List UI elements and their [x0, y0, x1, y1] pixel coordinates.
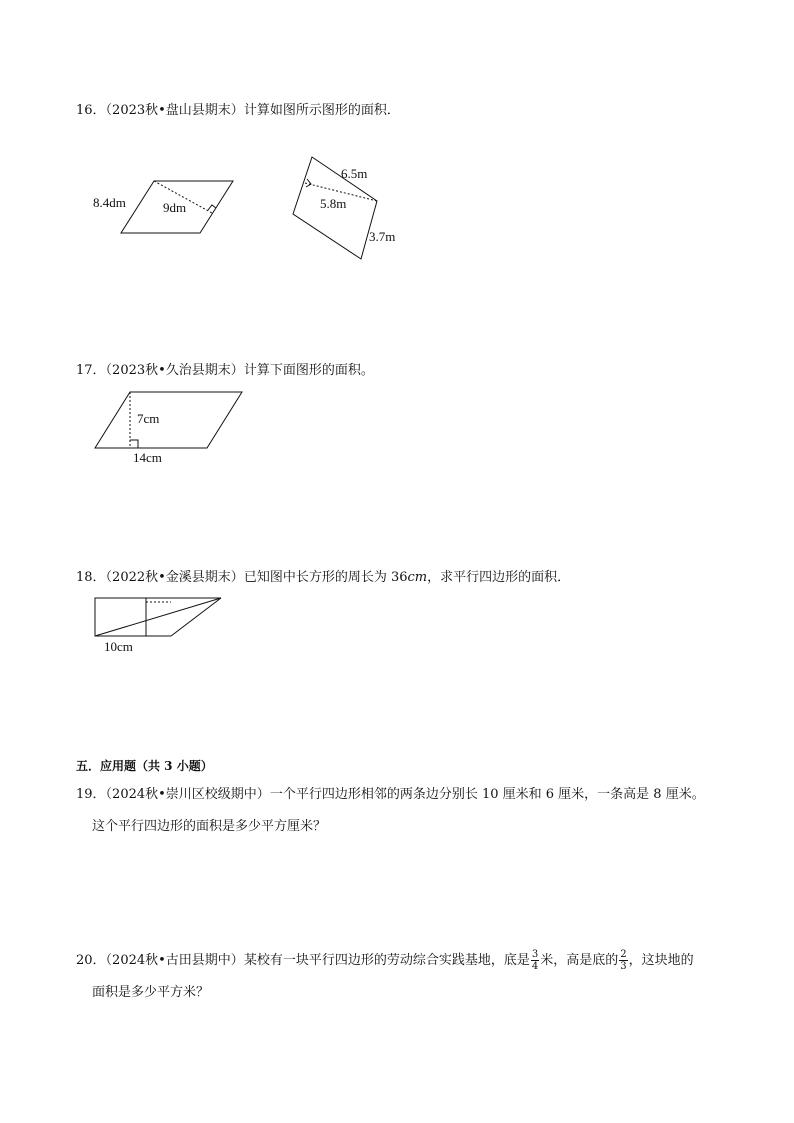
question-number: 19．: [76, 787, 106, 802]
question-source: （2022秋•金溪县期末）: [105, 570, 244, 585]
question-unit: cm: [407, 570, 428, 585]
question-18: [76, 568, 570, 588]
question-number: 16．: [76, 103, 106, 118]
q17-right-angle-mark: [130, 440, 138, 448]
question-text-b: 米，高是底的: [540, 953, 619, 968]
question-number: 20．: [76, 953, 106, 968]
q17-base-label: 14cm: [133, 450, 162, 465]
question-text: 某校有一块平行四边形的劳动综合实践基地，底是: [243, 953, 530, 968]
q16-fig1-height-label: 9dm: [163, 200, 187, 215]
q17-parallelogram: [95, 392, 242, 448]
q16-fig2-height-label: 5.8m: [320, 196, 347, 211]
question-source: （2024秋•崇川区校级期中）: [105, 787, 270, 802]
question-text: 计算如图所示图形的面积．: [243, 103, 400, 118]
section-title: 五．应用题（共 3 小题）: [76, 759, 213, 773]
question-number: 17．: [76, 363, 106, 378]
q18-figure: [88, 592, 228, 658]
q17-height-label: 7cm: [137, 411, 160, 426]
question-source: （2024秋•古田县期中）: [105, 953, 244, 968]
q18-base-label: 10cm: [104, 639, 133, 654]
question-19: [76, 785, 705, 805]
q18-parallelogram-right-side: [171, 598, 221, 636]
question-number: 18．: [76, 570, 106, 585]
question-text-end: ，求平行四边形的面积．: [427, 570, 571, 585]
q16-fig1-side-label: 8.4dm: [93, 195, 126, 210]
question-16: [76, 101, 400, 121]
question-19-line-2: 这个平行四边形的面积是多少平方厘米？: [92, 819, 327, 834]
q16-figures: [86, 150, 416, 270]
question-20: [76, 949, 694, 972]
fraction-three-quarters: $\frac{3}{4}$: [531, 949, 539, 972]
q17-figure: [88, 386, 258, 468]
question-text: 一个平行四边形相邻的两条边分别长 10 厘米和 6 厘米，一条高是 8 厘米。: [269, 787, 705, 802]
q16-fig2-bottom-side-label: 3.7m: [369, 229, 396, 244]
q16-fig2-top-side-label: 6.5m: [341, 166, 368, 181]
question-source: （2023秋•久治县期末）: [105, 363, 244, 378]
question-text: 计算下面图形的面积。: [243, 363, 374, 378]
question-text: 已知图中长方形的周长为 36: [243, 570, 408, 585]
fraction-two-thirds: $\frac{2}{3}$: [620, 949, 627, 972]
q18-rectangle: [95, 598, 146, 636]
question-source: （2023秋•盘山县期末）: [105, 103, 244, 118]
question-17: [76, 361, 374, 381]
question-text-c: ，这块地的: [628, 953, 694, 968]
q18-parallelogram-side: [95, 598, 221, 636]
question-20-line-2: 面积是多少平方米？: [92, 985, 210, 1000]
